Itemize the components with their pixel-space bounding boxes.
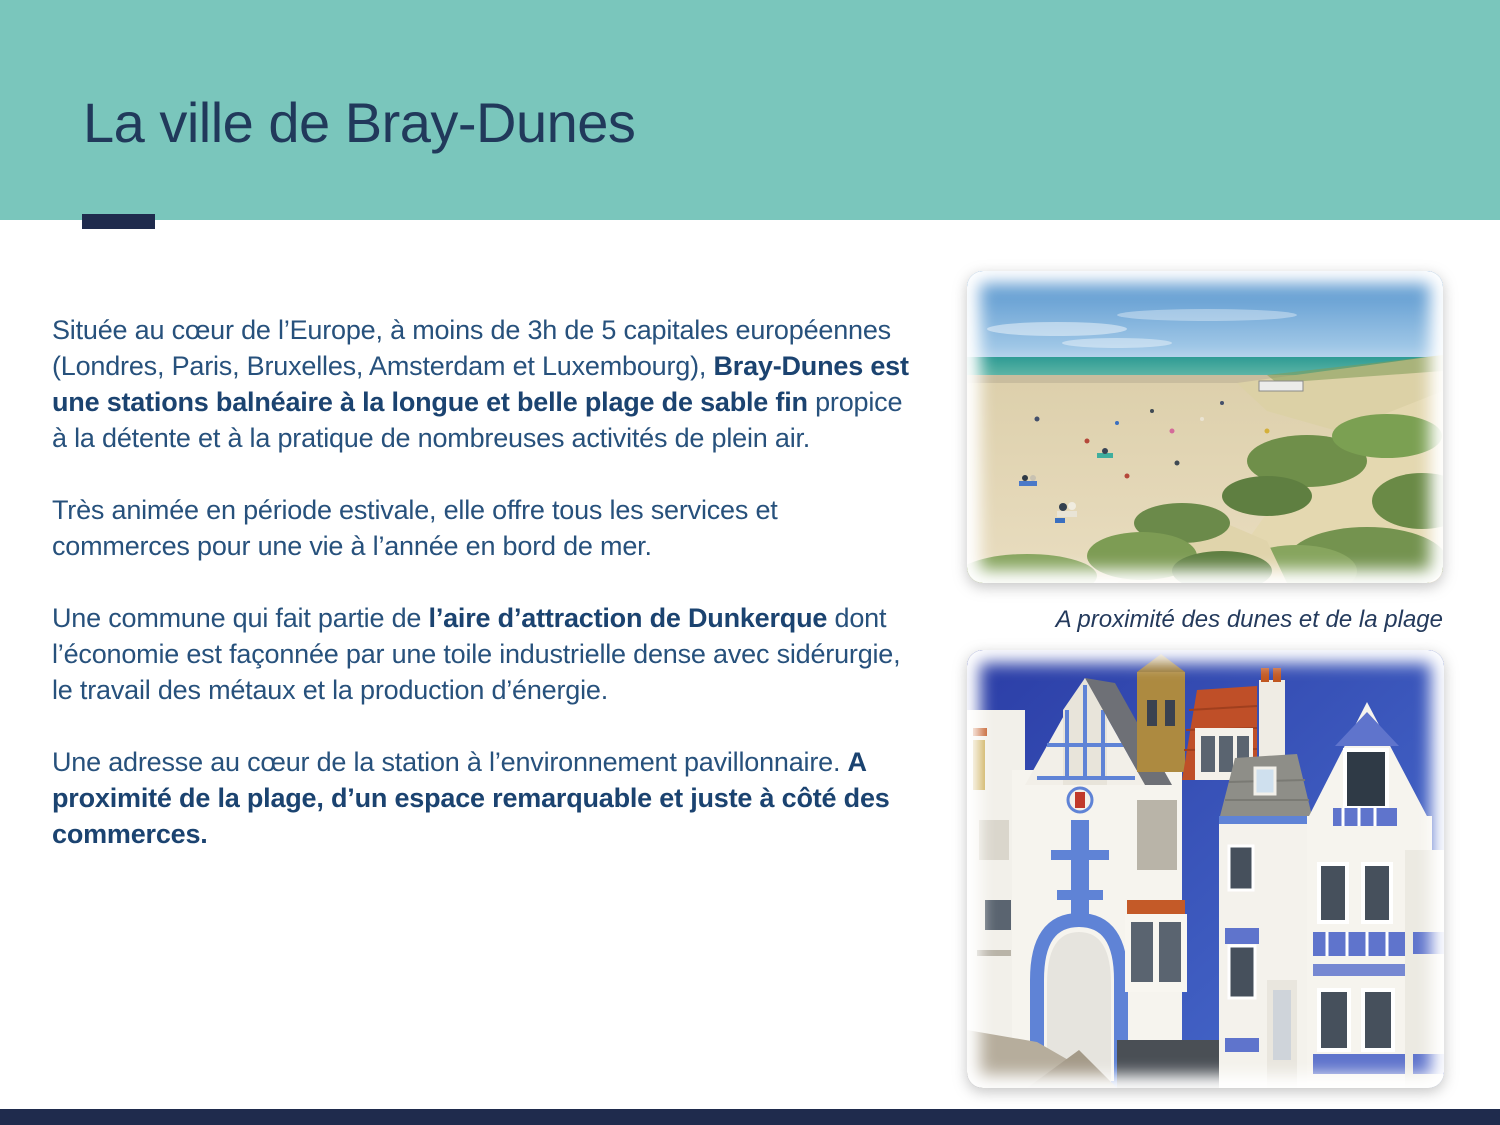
text-run: Une adresse au cœur de la station à l’environnement pavillonnaire. [52, 747, 848, 777]
text-run: Située au cœur de l’Europe, à moins de 3h de 5 capitales européennes (Londres, Paris, Bruxelles, Amsterdam et Luxembourg), [52, 315, 891, 381]
text-run: Très animée en période estivale, elle offre tous les services et commerces pour une vie à l’année en bord de mer. [52, 495, 778, 561]
slide-title: La ville de Bray-Dunes [83, 91, 636, 154]
bold-text-run: l’aire d’attraction de Dunkerque [428, 603, 828, 633]
text-run: propice à la détente et à la pratique de nombreuses activités de plein air. [52, 387, 903, 453]
houses-photo-illustration [967, 650, 1444, 1088]
houses-photo [967, 650, 1444, 1088]
footer-bar [0, 1109, 1500, 1125]
title-accent-rect [82, 214, 155, 229]
paragraph-adresse [52, 744, 912, 852]
beach-photo-illustration [967, 271, 1443, 583]
photo-caption: A proximité des dunes et de la plage [1055, 606, 1443, 633]
text-run: Une commune qui fait partie de [52, 603, 429, 633]
paragraph-dunkerque [52, 600, 912, 708]
bold-text-run: Bray-Dunes est une stations balnéaire à la longue et belle plage de sable fin [52, 351, 909, 417]
beach-photo [967, 271, 1443, 583]
paragraph-estivale [52, 492, 912, 564]
paragraph-intro [52, 312, 912, 456]
body-text-column [52, 312, 912, 888]
text-run: dont l’économie est façonnée par une toile industrielle dense avec sidérurgie, le travail des métaux et la production d’énergie. [52, 603, 901, 705]
bold-text-run: A proximité de la plage, d’un espace remarquable et juste à côté des commerces. [52, 747, 890, 849]
